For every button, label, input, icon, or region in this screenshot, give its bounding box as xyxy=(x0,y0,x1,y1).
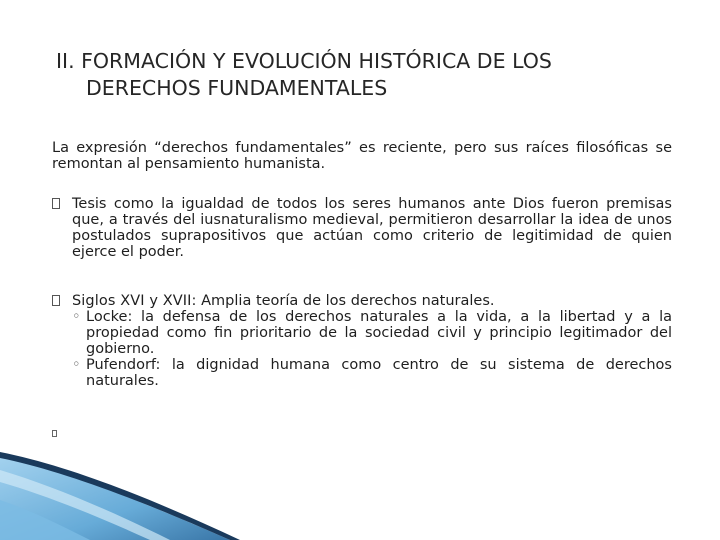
sub-bullet-item xyxy=(72,357,672,389)
title-line-2: DERECHOS FUNDAMENTALES xyxy=(86,76,388,100)
bullet-lead: Siglos XVI y XVII: xyxy=(72,293,197,309)
circle-bullet-icon: ◦ xyxy=(72,309,81,325)
bullet-text: Tesis como la igualdad de todos los seres humanos ante Dios fueron premisas que, a través del iusnaturalismo medieval, permitieron desarrollar la idea de unos postulados suprapositivos que actúan como criterio de legitimidad de quien ejerce el poder. xyxy=(72,196,672,260)
circle-bullet-icon: ◦ xyxy=(72,357,81,373)
sub-bullet-item xyxy=(72,309,672,357)
title-line-1: II. FORMACIÓN Y EVOLUCIÓN HISTÓRICA DE LOS xyxy=(56,49,552,73)
sub-bullet-text: Pufendorf: la dignidad humana como centro de su sistema de derechos naturales. xyxy=(86,357,672,389)
bullet-text xyxy=(72,293,672,309)
square-bullet-icon xyxy=(52,198,60,209)
empty-bullet-icon xyxy=(52,430,57,437)
bullet-item xyxy=(52,196,672,260)
intro-paragraph: La expresión “derechos fundamentales” es reciente, pero sus raíces filosóficas se remontan al pensamiento humanista. xyxy=(52,140,672,172)
bullet-item xyxy=(52,293,672,389)
square-bullet-icon xyxy=(52,295,60,306)
slide-title xyxy=(56,48,676,102)
bullet-body: Amplia teoría de los derechos naturales. xyxy=(196,293,495,309)
sub-bullet-text: Locke: la defensa de los derechos naturales a la vida, a la libertad y a la propiedad como fin prioritario de la sociedad civil y principio legitimador del gobierno. xyxy=(86,309,672,357)
